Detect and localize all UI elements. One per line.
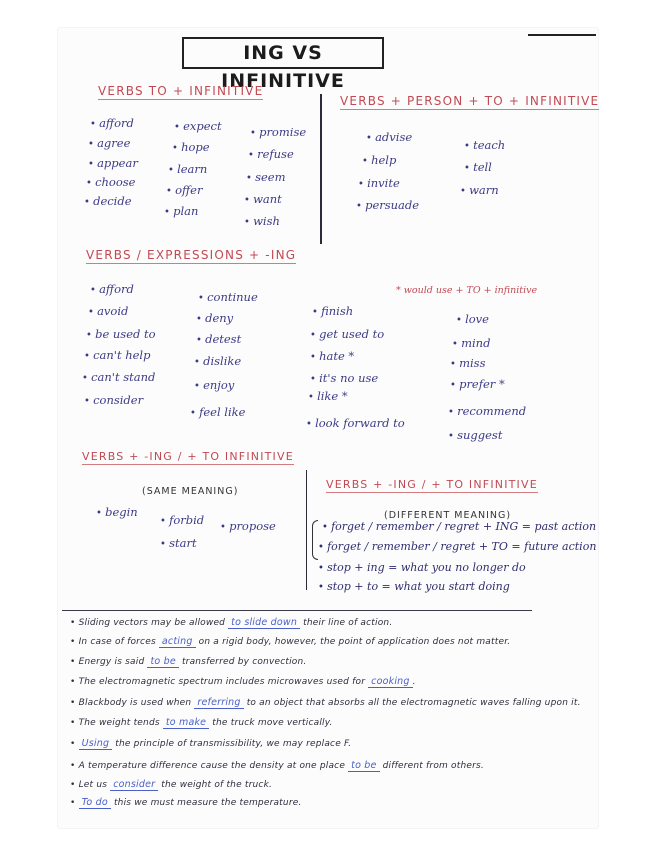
page-corner-mark <box>528 34 596 36</box>
list-item: • teach <box>464 138 505 152</box>
list-item: • want <box>244 192 282 206</box>
column-divider <box>306 470 307 590</box>
exercise-sentence: • To do this we must measure the temperature. <box>70 797 302 808</box>
list-item: • enjoy <box>194 378 234 392</box>
list-item: • plan <box>164 204 198 218</box>
list-item: • it's no use <box>310 371 378 385</box>
list-item: • propose <box>220 519 276 533</box>
section-heading-person-infinitive: VERBS + PERSON + TO + INFINITIVE <box>340 94 600 108</box>
list-item: • be used to <box>86 327 156 341</box>
list-item: • begin <box>96 505 138 519</box>
list-item: • consider <box>84 393 143 407</box>
list-item: • afford <box>90 282 134 296</box>
list-item: • choose <box>86 175 135 189</box>
answer-blank: to make <box>163 717 209 729</box>
section-subheading-same-meaning: (SAME MEANING) <box>142 486 239 497</box>
list-item: • start <box>160 536 197 550</box>
rule-line: • forget / remember / regret + TO = future action <box>318 540 596 553</box>
list-item: • mind <box>452 336 490 350</box>
list-item: • warn <box>460 183 499 197</box>
exercise-sentence: • A temperature difference cause the density at one place to be different from others. <box>70 760 484 771</box>
list-item: • dislike <box>194 354 241 368</box>
exercise-sentence: • Sliding vectors may be allowed to slide down their line of action. <box>70 617 392 628</box>
list-item: • avoid <box>88 304 128 318</box>
list-item: • recommend <box>448 404 526 418</box>
exercise-sentence: • Blackbody is used when referring to an object that absorbs all the electromagnetic waves falling upon it. <box>70 697 581 708</box>
exercise-sentence: • Using the principle of transmissibility, we may replace F. <box>70 738 351 749</box>
list-item: • help <box>362 153 396 167</box>
list-item: • persuade <box>356 198 419 212</box>
list-item: • hope <box>172 140 210 154</box>
list-item: • forbid <box>160 513 204 527</box>
list-item: • can't stand <box>82 370 155 384</box>
list-item: • finish <box>312 304 353 318</box>
answer-blank: referring <box>194 697 243 709</box>
list-item: • like * <box>308 389 348 403</box>
list-item: • miss <box>450 356 485 370</box>
list-item: • expect <box>174 119 222 133</box>
answer-blank: acting <box>159 636 196 648</box>
rule-line: • forget / remember / regret + ING = past action <box>322 520 596 533</box>
section-heading-ing: VERBS / EXPRESSIONS + -ING <box>86 248 297 262</box>
rule-line: • stop + ing = what you no longer do <box>318 561 526 574</box>
list-item: • deny <box>196 311 233 325</box>
list-item: • advise <box>366 130 412 144</box>
list-item: • seem <box>246 170 286 184</box>
list-item: • promise <box>250 125 306 139</box>
list-item: • hate * <box>310 349 354 363</box>
answer-blank: consider <box>110 779 158 791</box>
list-item: • agree <box>88 136 130 150</box>
answer-blank: to slide down <box>228 617 300 629</box>
answer-blank: Using <box>79 738 113 750</box>
list-item: • detest <box>196 332 241 346</box>
answer-blank: to be <box>147 656 178 668</box>
list-item: • continue <box>198 290 258 304</box>
section-heading-to-infinitive: VERBS TO + INFINITIVE <box>98 84 264 98</box>
rule-line: • stop + to = what you start doing <box>318 580 510 593</box>
exercise-sentence: • Let us consider the weight of the truck. <box>70 779 272 790</box>
list-item: • look forward to <box>306 416 405 430</box>
list-item: • wish <box>244 214 280 228</box>
list-item: • love <box>456 312 489 326</box>
list-item: • learn <box>168 162 207 176</box>
would-use-note: * would use + TO + infinitive <box>396 285 538 296</box>
page-title: ING VS INFINITIVE <box>182 37 384 69</box>
list-item: • decide <box>84 194 132 208</box>
answer-blank: to be <box>348 760 379 772</box>
list-item: • prefer * <box>450 377 505 391</box>
list-item: • offer <box>166 183 202 197</box>
list-item: • refuse <box>248 147 294 161</box>
list-item: • feel like <box>190 405 245 419</box>
list-item: • can't help <box>84 348 150 362</box>
exercise-sentence: • Energy is said to be transferred by convection. <box>70 656 306 667</box>
list-item: • appear <box>88 156 138 170</box>
list-item: • get used to <box>310 327 384 341</box>
answer-blank: cooking <box>368 676 412 688</box>
answer-blank: To do <box>79 797 111 809</box>
list-item: • invite <box>358 176 400 190</box>
section-divider <box>62 610 532 611</box>
list-item: • suggest <box>448 428 502 442</box>
exercise-sentence: • In case of forces acting on a rigid body, however, the point of application does not matter. <box>70 636 510 647</box>
column-divider <box>320 94 322 244</box>
section-subheading-different-meaning: (DIFFERENT MEANING) <box>384 510 512 521</box>
exercise-sentence: • The electromagnetic spectrum includes microwaves used for cooking . <box>70 676 416 687</box>
section-heading-different-meaning: VERBS + -ING / + TO INFINITIVE <box>326 478 538 491</box>
section-heading-same-meaning: VERBS + -ING / + TO INFINITIVE <box>82 450 294 463</box>
list-item: • tell <box>464 160 492 174</box>
list-item: • afford <box>90 116 134 130</box>
exercise-sentence: • The weight tends to make the truck move vertically. <box>70 717 333 728</box>
